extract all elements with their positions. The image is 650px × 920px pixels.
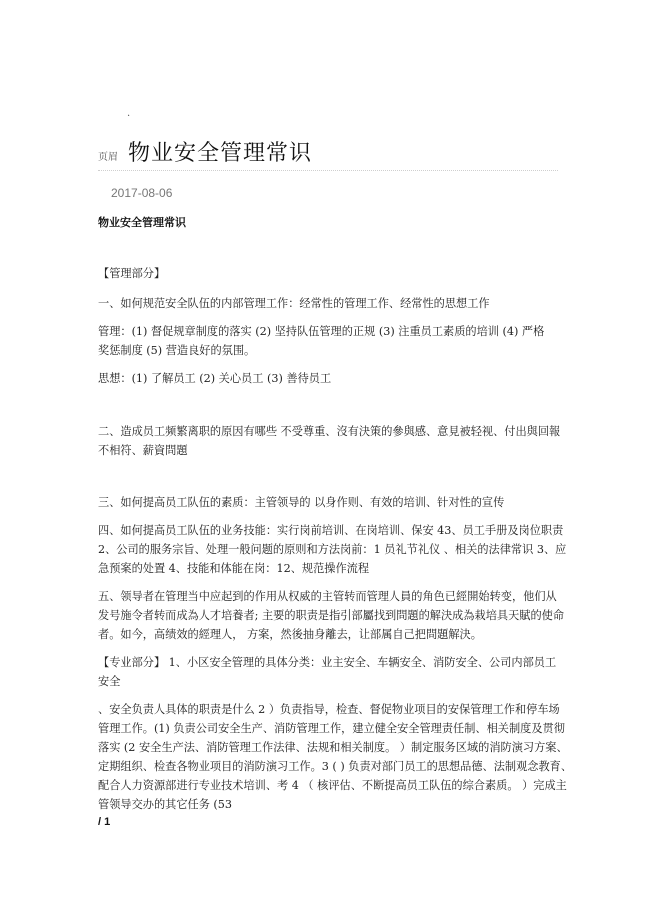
paragraph-line: 管理：(1) 督促规章制度的落实 (2) 坚持队伍管理的正规 (3) 注重员工素质的培训 (4) 严格: [98, 325, 545, 338]
paragraph-line: 、安全负责人具体的职责是什么 2 ）负责指导，检查、督促物业项目的安保管理工作和停车场: [98, 703, 560, 716]
page-number: / 1: [98, 816, 111, 828]
page-header: [98, 136, 558, 171]
paragraph-line: 三、如何提高员工队伍的素质：主管领导的 以身作则、有效的培训、针对性的宣传: [98, 496, 505, 509]
paragraph-line: 发号施令者转而成為人才培養者; 主要的职责是指引部屬找到問題的解決成為栽培具天賦的使命: [98, 609, 565, 622]
paragraph-line: 二、造成员工频繁离职的原因有哪些 不受尊重、沒有決策的參與感、意見被轻视、付出與回報: [98, 425, 561, 438]
paragraph-line: 落实 (2 安全生产法、消防管理工作法律、法规和相关制度。 ）制定服务区域的消防演习方案、: [98, 741, 568, 754]
header-label: 页眉: [98, 152, 118, 163]
paragraph-line: 定期组织、检查各物业项目的消防演习工作。3 ( ) 负责对部门员工的思想品德、法制观念教育、: [98, 760, 573, 773]
paragraph-line: 不相符、薪資問題: [98, 444, 188, 457]
paragraph-line: 2、公司的服务宗旨、处理一般问题的原则和方法岗前：1 员礼节礼仪 、相关的法律常识 3、应: [98, 543, 567, 556]
paragraph-line: 管领导交办的其它任务 (53: [98, 798, 233, 811]
paragraph-line: 安全: [98, 675, 121, 688]
section-heading-professional: 【专业部分】 1、小区安全管理的具体分类：业主安全、车辆安全、消防安全、公司内部员工: [98, 656, 557, 669]
paragraph-line: 思想：(1) 了解员工 (2) 关心员工 (3) 善待员工: [98, 372, 332, 385]
paragraph-line: 配合人力资源部进行专业技术培训、考 4 （ 核评估、不断提高员工队伍的综合素质。 ）完成主: [98, 779, 567, 792]
paragraph-line: 一、如何规范安全队伍的内部管理工作：经常性的管理工作、经常性的思想工作: [98, 297, 490, 310]
header-title: 物业安全管理常识: [128, 141, 313, 166]
paragraph-line: 四、如何提高员工队伍的业务技能：实行岗前培训、在岗培训、保安 43、员工手册及岗位职责: [98, 524, 564, 537]
section-heading-management: 【管理部分】: [98, 267, 166, 280]
paragraph-line: 急预案的处置 4、技能和体能在岗：12、规范操作流程: [98, 562, 370, 575]
paragraph-line: 管理工作。(1) 负责公司安全生产、消防管理工作，建立健全安全管理责任制、相关制度及贯彻: [98, 722, 565, 735]
paragraph-line: 奖惩制度 (5) 营造良好的氛围。: [98, 344, 256, 357]
document-title: 物业安全管理常识: [98, 216, 186, 229]
document-date: 2017-08-06: [111, 186, 173, 200]
paragraph-line: 五、领导者在管理当中应起到的作用从权威的主管转而管理人員的角色已經開始转变，他们从: [98, 590, 557, 603]
paragraph-line: 者。如今，高绩效的經理人， 方案，然後抽身離去，让部属自己把問題解決。: [98, 628, 482, 641]
stray-mark: .: [127, 108, 131, 119]
